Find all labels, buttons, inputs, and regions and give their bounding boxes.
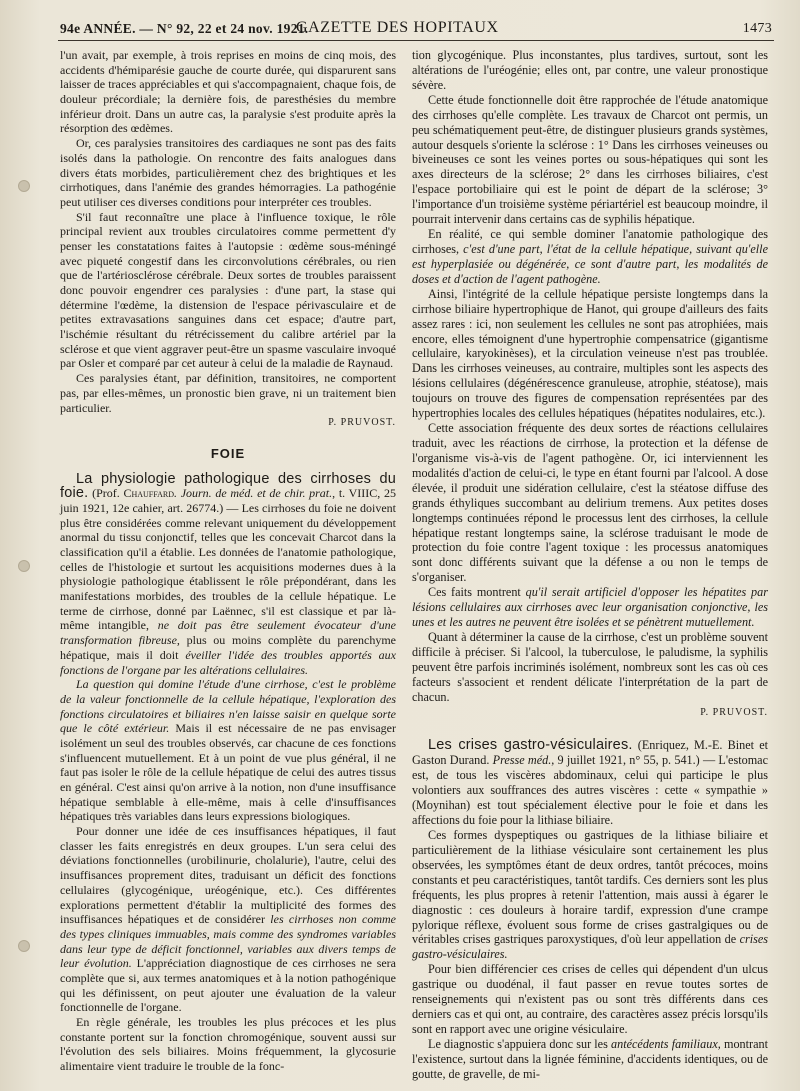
paragraph-text: Ces formes dyspeptiques ou gastriques de la lithiase biliaire et particulièrement de la lithiase vésiculaire sont certainement les plus observées, les symptômes étant de deux ordres, tantôt précoces, moins constants et peu caractéristiques, tantôt tardifs. Ces derniers sont les plus fréquents, les plus propres à retenir l'attention, mais aussi à égarer le diagnostic : ces douleurs à horaire tardif, expression d'une crampe pylorique réflexe, évoluent sous forme de crises gastralgiques ou de véritables crises gastriques paroxystiques, d'où leur appellation de [412,828,768,947]
spacer [412,724,768,738]
journal-title: GAZETTE DES HOPITAUX [296,19,499,36]
paragraph [412,1037,768,1082]
page-header [60,17,772,39]
italic-text: La question qui domine l'étude d'une cirrhose, c'est le problème de la valeur fonctionnelle de la cellule hépatique, l'exploration des fonctions circulatoires et biliaires n'en laisse saisir en quelque sorte que le côté extérieur. [60,677,396,736]
article-title: La physiologie pathologique des cirrhoses du foie. [60,470,396,502]
paragraph-text: montrant l'existence, surtout dans la lignée féminine, d'accidents identiques, ou de goutte, de gravelle, de mi- [412,1036,768,1081]
article-title: Les crises gastro-vésiculaires. [428,737,633,754]
article-lead-paragraph [60,472,396,678]
reference-author: Chauffard [123,486,174,501]
paragraph-text: En réalité, ce qui semble dominer l'anatomie pathologique des cirrhoses, [412,227,768,256]
paragraph [60,824,396,1015]
paragraph-text: Pour donner une idée de ces insuffisances hépatiques, il faut classer les faits enregistrés en deux groupes. L'un sera celui des déviations fonctionnelles (urobilinurie, cholalurie), l'autre, celui des insuffisances proprement dites, traduisant un déficit des fonctions cellulaires (glycogénique, uréogénique, etc.). Ces différentes explorations permettent d'établir la multiplicité des formes des insuffisances hépatiques et de considérer [60,824,396,927]
paragraph-text: plus ou moins complète du parenchyme hépatique, mais il doit [60,633,396,662]
paragraph: Ces paralysies étant, par définition, transitoires, ne comportent pas, par elles-mêmes, un pronostic bien grave, ni un traitement bien particulier. [60,371,396,415]
paragraph-text: Le diagnostic s'appuiera donc sur les [428,1036,612,1051]
paragraph-text: L'appréciation diagnostique de ces cirrhoses ne sera complète que si, aux termes anatomiques et à la notion pathogénique qui les définissent, on peut ajouter une évaluation de la valeur fonctionnelle de l'organe. [60,956,397,1015]
paragraph-text: , 9 juillet 1921, n° 55, p. 541.) — L'estomac est, de tous les viscères abdominaux, celui qui participe le plus volontiers aux souffrances des autres viscères : cette « sympathie » (Moynihan) est tout spécialement élective pour le foie et dans les affections du foie pour la lithiase biliaire. [412,753,768,828]
reference-journal: . Journ. de méd. et de chir. prat. [174,486,333,501]
paragraph: En règle générale, les troubles les plus précoces et les plus constante portent sur la fonction chromogénique, souvent aussi sur l'évolution des sels biliaires. Moins fréquemment, la glycosurie alimentaire vient traduire le trouble de la fonc- [60,1015,396,1074]
reference-journal: Presse méd. [492,753,552,768]
paragraph [412,585,768,630]
binding-hole [18,940,30,952]
paragraph [412,227,768,287]
paragraph: S'il faut reconnaître une place à l'influence toxique, le rôle principal revient aux troubles circulatoires comme permettent d'y penser les constatations faites à l'autopsie : œdème sous-méningé avec piqueté congestif dans les circonvolutions cérébrales, ou rien que de l'artériosclérose cérébrale. Deux sortes de troubles paraissent donc pouvoir engendrer ces paralysies : d'une part, la stase qui détermine l'œdème, la distension de l'espace périvasculaire et de petites extravasations sanguines dans cet espace; d'autre part, l'ischémie résultant du rétrécissement du calibre artériel par la sclérose et que vient aggraver peut-être un spasme vasculaire invoqué par Osler et comparé par cet auteur à celui de la maladie de Raynaud. [60,209,396,371]
paragraph: Cette étude fonctionnelle doit être rapprochée de l'étude anatomique des cirrhoses qu'elle complète. Les travaux de Charcot ont permis, un peu schématiquement peut-être, de distinguer plusieurs grands systèmes, autour desquels s'oriente la sclérose : 1° Dans les cirrhoses veineuses ou biveineuses ce sont les veines portes ou sous-hépatiques qui sont les axes directeurs de la sclérose; 2° dans les cirrhoses biliaires, c'est l'espace portobiliaire qui est le point de départ de la sclérose; 3° l'importance d'un troisième système périartériel est beaucoup moindre, il pourrait intervenir dans certains cas de syphilis hépatique. [412,92,768,227]
italic-text: antécédents familiaux, [611,1036,721,1051]
paragraph-text: Ces faits montrent [428,585,526,600]
section-heading: FOIE [210,445,246,461]
page-number: 1473 [742,21,772,36]
italic-text: crises gastro-vésiculaires. [412,932,768,962]
paragraph-text: Mais il est nécessaire de ne pas envisager isolément un seul des troubles observés, car chacune de ces fonctions s'influencent mutuellement. Et à un point de vue plus général, il ne faut pas isoler le rôle de la cellule hépatique de celui des autres tissus en général. C'est ainsi qu'on arrive à la notion, non d'une insuffisance hépatique semblable à elle-même, mais à celle d'insuffisances hépatiques très variables dans leurs expressions biologiques. [60,721,396,824]
author-signature: P. PRUVOST. [328,417,396,429]
issue-info: 94e ANNÉE. — N° 92, 22 et 24 nov. 1921. [60,21,309,36]
binding-hole [18,560,30,572]
paragraph: tion glycogénique. Plus inconstantes, plus tardives, surtout, sont les altérations de l'uréogénie; elles ont, par contre, une valeur pronostique sévère. [412,48,768,92]
article-lead-paragraph [412,738,768,828]
paragraph: Or, ces paralysies transitoires des cardiaques ne sont pas des faits isolés dans la pathologie. On rencontre des faits analogues dans divers états morbides, particulièrement chez des brightiques et les cirrhotiques, dans l'anémie des grandes hémorragies. La pathogénie peut utiliser ces diverses conditions pour interpréter ces troubles. [60,136,396,209]
paragraph: Cette association fréquente des deux sortes de réactions cellulaires traduit, avec les réactions de cirrhose, la protection et la défense de l'organisme vis-à-vis de l'agent pathogène. Or, ici interviennent les modalités d'action de celui-ci, le type en étant fourni par l'alcool. A dose élevée, il produit une sidération cellulaire, c'est la stéatose diffuse des grands éthyliques succombant au delirium tremens. Aux petites doses longtemps continuées répond le processus lent des cirrhoses, la cellule hépatique restant longtemps saine, la sclérose traduisant le mode de protection du foie contre l'agent toxique : les processus anatomiques sont donc différents suivant que la défense a ou non le temps de s'organiser. [412,421,768,585]
binding-hole [18,180,30,192]
italic-text: qu'il serait artificiel d'opposer les hépatites par lésions cellulaires aux cirrhoses avec leur organisation conjonctive, les unes et les autres ne peuvent être isolées et se pénètrent mutuellement. [412,585,768,630]
paragraph: Pour bien différencier ces crises de celles qui dépendent d'un ulcus gastrique ou duodénal, il faut passer en revue toutes sortes de renseignements qui n'existent pas ou sont très différents dans ces derniers cas et qui ont, au contraire, des caractères assez précis lorsqu'ils sont en rapport avec une origine vésiculaire. [412,962,768,1036]
paragraph [412,828,768,962]
italic-text: ne doit pas être seulement évocateur d'une transformation fibreuse, [60,618,396,648]
paragraph: Quant à déterminer la cause de la cirrhose, c'est un problème souvent difficile à préciser. Si l'alcool, la tuberculose, le paludisme, la syphilis peuvent être parfois incriminés isolément, nombreux sont les cas où ces facteurs s'associent et rendent délicate l'interprétation de la part de chacun. [412,629,768,704]
paragraph [60,677,396,824]
paragraph: l'un avait, par exemple, à trois reprises en moins de cinq mois, des accidents d'hémiparésie gauche de courte durée, qui disparurent sans laisser de traces appréciables et qui s'accompagnaient, chaque fois, de douleur précordiale; la dernière fois, de paresthésies du membre inférieur droit. Dans un autre cas, la paralysie s'est produite après la résorption des œdèmes. [60,48,396,136]
italic-text: c'est d'une part, l'état de la cellule hépatique, suivant qu'elle est hyperplasiée ou dégénérée, ce sont d'autre part, les modalités de doses et d'action de l'agent pathogène. [412,241,768,286]
italic-text: éveiller l'idée des troubles apportés aux fonctions de l'organe par les altérations cellulaires. [60,647,396,677]
reference-text: (Prof. [88,486,124,501]
author-signature: P. PRUVOST. [700,706,768,718]
italic-text: les cirrhoses non comme des types cliniques immuables, mais comme des syndromes variables dans leur type de déficit fonctionnel, variables aux divers temps de leur évolution. [60,912,396,971]
header-rule [58,40,774,41]
left-column [60,48,396,1074]
paragraph-text: , t. VIIIC, 25 juin 1921, 12e cahier, art. 26774.) — Les cirrhoses du foie ne doivent plus être considérées comme relevant uniquement du développement anormal du tissu conjonctif, telles que les concevait Charcot dans la classification qu'il a établie. Les données de l'anatomie pathologique, celles de l'histologie et surtout les acquisitions modernes dues à la physiologie pathologique établissent le rôle prépondérant, dans les manifestations morbides, des troubles de la cellule hépatique. Le terme de cirrhose, donné par Laënnec, s'il est classique et par là-même intangible, [60,486,396,633]
paragraph: Ainsi, l'intégrité de la cellule hépatique persiste longtemps dans la cirrhose biliaire hypertrophique de Hanot, qui groupe d'ailleurs des faits assez rares : ici, non seulement les cellules ne sont pas atrophiées, mais encore, elles témoignent d'une hypertrophie compensatrice (gigantisme cellulaire, karyokinèses), et la circulation veineuse n'est pas troublée. Dans les cirrhoses veineuses, au contraire, multiples sont les aspects des lésions cellulaires (dégénérescence granuleuse, atrophie, stéatose), mais toujours on trouve des figures de compensation représentées par des hypertrophies locales des cellules hépatiques (hépatites nodulaires, etc.). [412,286,768,421]
right-column [412,48,768,1082]
reference-text: (Enriquez, M.-E. Binet et Gaston Durand. [412,738,768,768]
